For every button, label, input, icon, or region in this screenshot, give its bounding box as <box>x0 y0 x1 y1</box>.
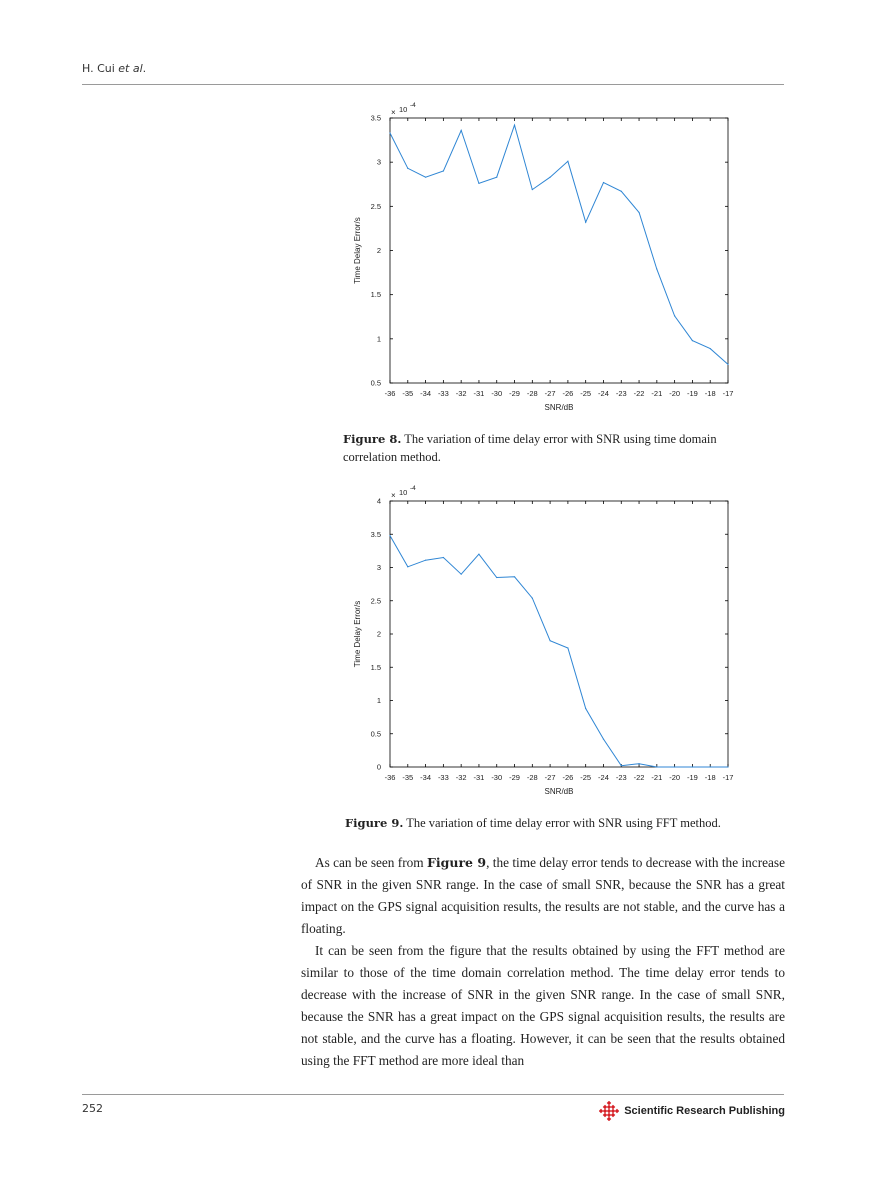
logo-dot <box>607 1113 612 1118</box>
x-tick-label: -20 <box>669 773 681 782</box>
data-point <box>514 124 515 125</box>
x-tick-label: -21 <box>651 389 663 398</box>
data-point <box>603 182 604 183</box>
data-point <box>496 177 497 178</box>
data-point <box>710 348 711 349</box>
data-point <box>496 577 497 578</box>
logo-dot <box>607 1117 612 1121</box>
x-tick-label: -32 <box>455 389 467 398</box>
x-tick-label: -34 <box>420 389 432 398</box>
data-point <box>532 597 533 598</box>
x-tick-label: -31 <box>473 389 485 398</box>
publisher-branding <box>599 1101 785 1121</box>
data-point <box>514 576 515 577</box>
data-point <box>567 161 568 162</box>
data-point <box>638 763 639 764</box>
publisher-name: Scientific Research Publishing <box>624 1105 785 1117</box>
data-point <box>727 766 728 767</box>
y-tick-label: 4 <box>376 496 381 506</box>
figure-8-caption <box>343 430 763 466</box>
y-multiplier-times: × <box>391 491 396 500</box>
data-point <box>638 212 639 213</box>
data-point <box>461 574 462 575</box>
x-tick-label: -33 <box>437 773 449 782</box>
x-tick-label: -24 <box>598 389 609 398</box>
logo-dot <box>599 1109 603 1114</box>
data-point <box>674 766 675 767</box>
x-tick-label: -29 <box>509 389 520 398</box>
x-tick-label: -25 <box>580 773 592 782</box>
data-point <box>407 566 408 567</box>
data-point <box>461 130 462 131</box>
figure-9-reference[interactable]: Figure 9 <box>427 855 487 870</box>
logo-dot <box>607 1101 612 1105</box>
figure-8-chart <box>340 95 740 420</box>
x-tick-label: -36 <box>384 773 396 782</box>
x-tick-label: -32 <box>455 773 467 782</box>
x-tick-label: -17 <box>722 389 734 398</box>
page-number: 252 <box>82 1102 103 1115</box>
x-tick-label: -24 <box>598 773 609 782</box>
plot-frame <box>390 501 728 767</box>
running-header-author <box>82 62 146 75</box>
figure-8-caption-text: The variation of time delay error with SNR using time domain correlation method. <box>343 432 717 464</box>
author-etal: et al <box>118 62 143 75</box>
logo-dot <box>611 1113 616 1118</box>
x-tick-label: -21 <box>651 773 663 782</box>
publisher-logo-icon <box>599 1101 619 1121</box>
x-tick-label: -18 <box>704 389 716 398</box>
y-multiplier-times: × <box>391 108 396 117</box>
data-point <box>443 170 444 171</box>
figure-9-label: Figure 9. <box>345 816 404 830</box>
y-axis-label: Time Delay Error/s <box>353 217 362 284</box>
data-point <box>532 189 533 190</box>
y-tick-label: 2.5 <box>370 596 381 606</box>
data-point <box>389 132 390 133</box>
paragraph-1-start: As can be seen from <box>315 855 427 870</box>
data-point <box>478 554 479 555</box>
x-tick-label: -28 <box>526 773 538 782</box>
x-tick-label: -26 <box>562 389 574 398</box>
y-tick-label: 2 <box>376 629 381 639</box>
x-tick-label: -22 <box>633 773 645 782</box>
y-tick-label: 3.5 <box>370 529 381 539</box>
x-tick-label: -17 <box>722 773 734 782</box>
data-point <box>443 557 444 558</box>
footer-rule <box>82 1094 784 1095</box>
x-axis-label: SNR/dB <box>544 403 574 412</box>
author-name: H. Cui <box>82 62 119 75</box>
figure-9-chart <box>340 478 740 804</box>
data-point <box>692 766 693 767</box>
logo-dot <box>603 1105 608 1110</box>
data-point <box>425 560 426 561</box>
x-tick-label: -23 <box>615 389 627 398</box>
logo-dot <box>607 1105 612 1110</box>
paragraph-1-rest: , the time delay error tends to decrease with the increase of SNR in the given SNR range. In the case of small SNR, because the SNR has a great impact on the GPS signal acquisition results, the results are not stable, and the curve has a floating. <box>301 855 786 936</box>
data-point <box>692 340 693 341</box>
data-point <box>567 647 568 648</box>
data-point <box>603 738 604 739</box>
logo-dot <box>603 1113 608 1118</box>
header-rule <box>82 84 784 85</box>
data-point <box>585 222 586 223</box>
body-text <box>301 852 785 1072</box>
x-axis-label: SNR/dB <box>544 787 574 796</box>
y-multiplier-base: 10 <box>399 488 408 497</box>
x-tick-label: -33 <box>437 389 449 398</box>
paragraph-1 <box>301 852 785 940</box>
author-suffix: . <box>142 62 147 75</box>
x-tick-label: -19 <box>686 773 698 782</box>
figure-9-caption-text: The variation of time delay error with SNR using FFT method. <box>403 816 721 830</box>
data-point <box>621 191 622 192</box>
plot-frame <box>390 118 728 383</box>
data-point <box>710 766 711 767</box>
x-tick-label: -31 <box>473 773 485 782</box>
data-point <box>389 535 390 536</box>
x-tick-label: -30 <box>491 389 503 398</box>
y-tick-label: 3 <box>376 157 381 167</box>
x-tick-label: -23 <box>615 773 627 782</box>
x-tick-label: -28 <box>526 389 538 398</box>
y-tick-label: 2.5 <box>370 201 381 211</box>
x-tick-label: -22 <box>633 389 645 398</box>
x-tick-label: -27 <box>544 389 556 398</box>
data-point <box>550 640 551 641</box>
paragraph-2: It can be seen from the figure that the results obtained by using the FFT method are similar to those of the time domain correlation method. The time delay error tends to decrease with the increase of SNR in the given SNR range. In the case of small SNR, because the SNR has a great impact on the GPS signal acquisition results, the results are not stable, and the curve has a floating. However, it can be seen that the results obtained using the FFT method are more ideal than <box>301 943 785 1068</box>
y-axis-label: Time Delay Error/s <box>353 600 362 668</box>
y-tick-label: 0.5 <box>370 729 381 739</box>
x-tick-label: -25 <box>580 389 592 398</box>
data-point <box>674 315 675 316</box>
figure-8-label: Figure 8. <box>343 432 402 446</box>
logo-dot <box>615 1109 619 1114</box>
x-tick-label: -34 <box>420 773 432 782</box>
x-tick-label: -27 <box>544 773 556 782</box>
y-multiplier-exponent: -4 <box>410 102 416 109</box>
y-tick-label: 3.5 <box>370 113 381 123</box>
logo-dot <box>607 1109 612 1114</box>
y-multiplier-exponent: -4 <box>410 485 416 492</box>
y-tick-label: 2 <box>376 246 381 255</box>
x-tick-label: -18 <box>704 773 716 782</box>
data-point <box>478 183 479 184</box>
y-tick-label: 1.5 <box>370 662 381 672</box>
data-point <box>585 708 586 709</box>
y-tick-label: 3 <box>376 563 381 572</box>
logo-dot <box>611 1109 616 1114</box>
y-multiplier-base: 10 <box>399 105 408 114</box>
y-tick-label: 1 <box>376 334 381 344</box>
data-point <box>727 364 728 365</box>
figure-9-caption <box>345 814 765 832</box>
data-point <box>425 177 426 178</box>
logo-dot <box>603 1109 608 1114</box>
data-point <box>621 765 622 766</box>
logo-dot <box>611 1105 616 1110</box>
y-tick-label: 1.5 <box>370 290 381 300</box>
x-tick-label: -35 <box>402 389 414 398</box>
x-tick-label: -36 <box>384 389 396 398</box>
x-tick-label: -35 <box>402 773 414 782</box>
data-point <box>407 168 408 169</box>
data-point <box>656 766 657 767</box>
x-tick-label: -30 <box>491 773 503 782</box>
x-tick-label: -19 <box>686 389 698 398</box>
x-tick-label: -26 <box>562 773 574 782</box>
series-line <box>390 536 728 767</box>
x-tick-label: -20 <box>669 389 681 398</box>
data-point <box>656 268 657 269</box>
x-tick-label: -29 <box>509 773 520 782</box>
y-tick-label: 0.5 <box>370 378 381 388</box>
y-tick-label: 1 <box>376 696 381 705</box>
y-tick-label: 0 <box>376 762 381 772</box>
series-line <box>390 125 728 364</box>
data-point <box>550 177 551 178</box>
